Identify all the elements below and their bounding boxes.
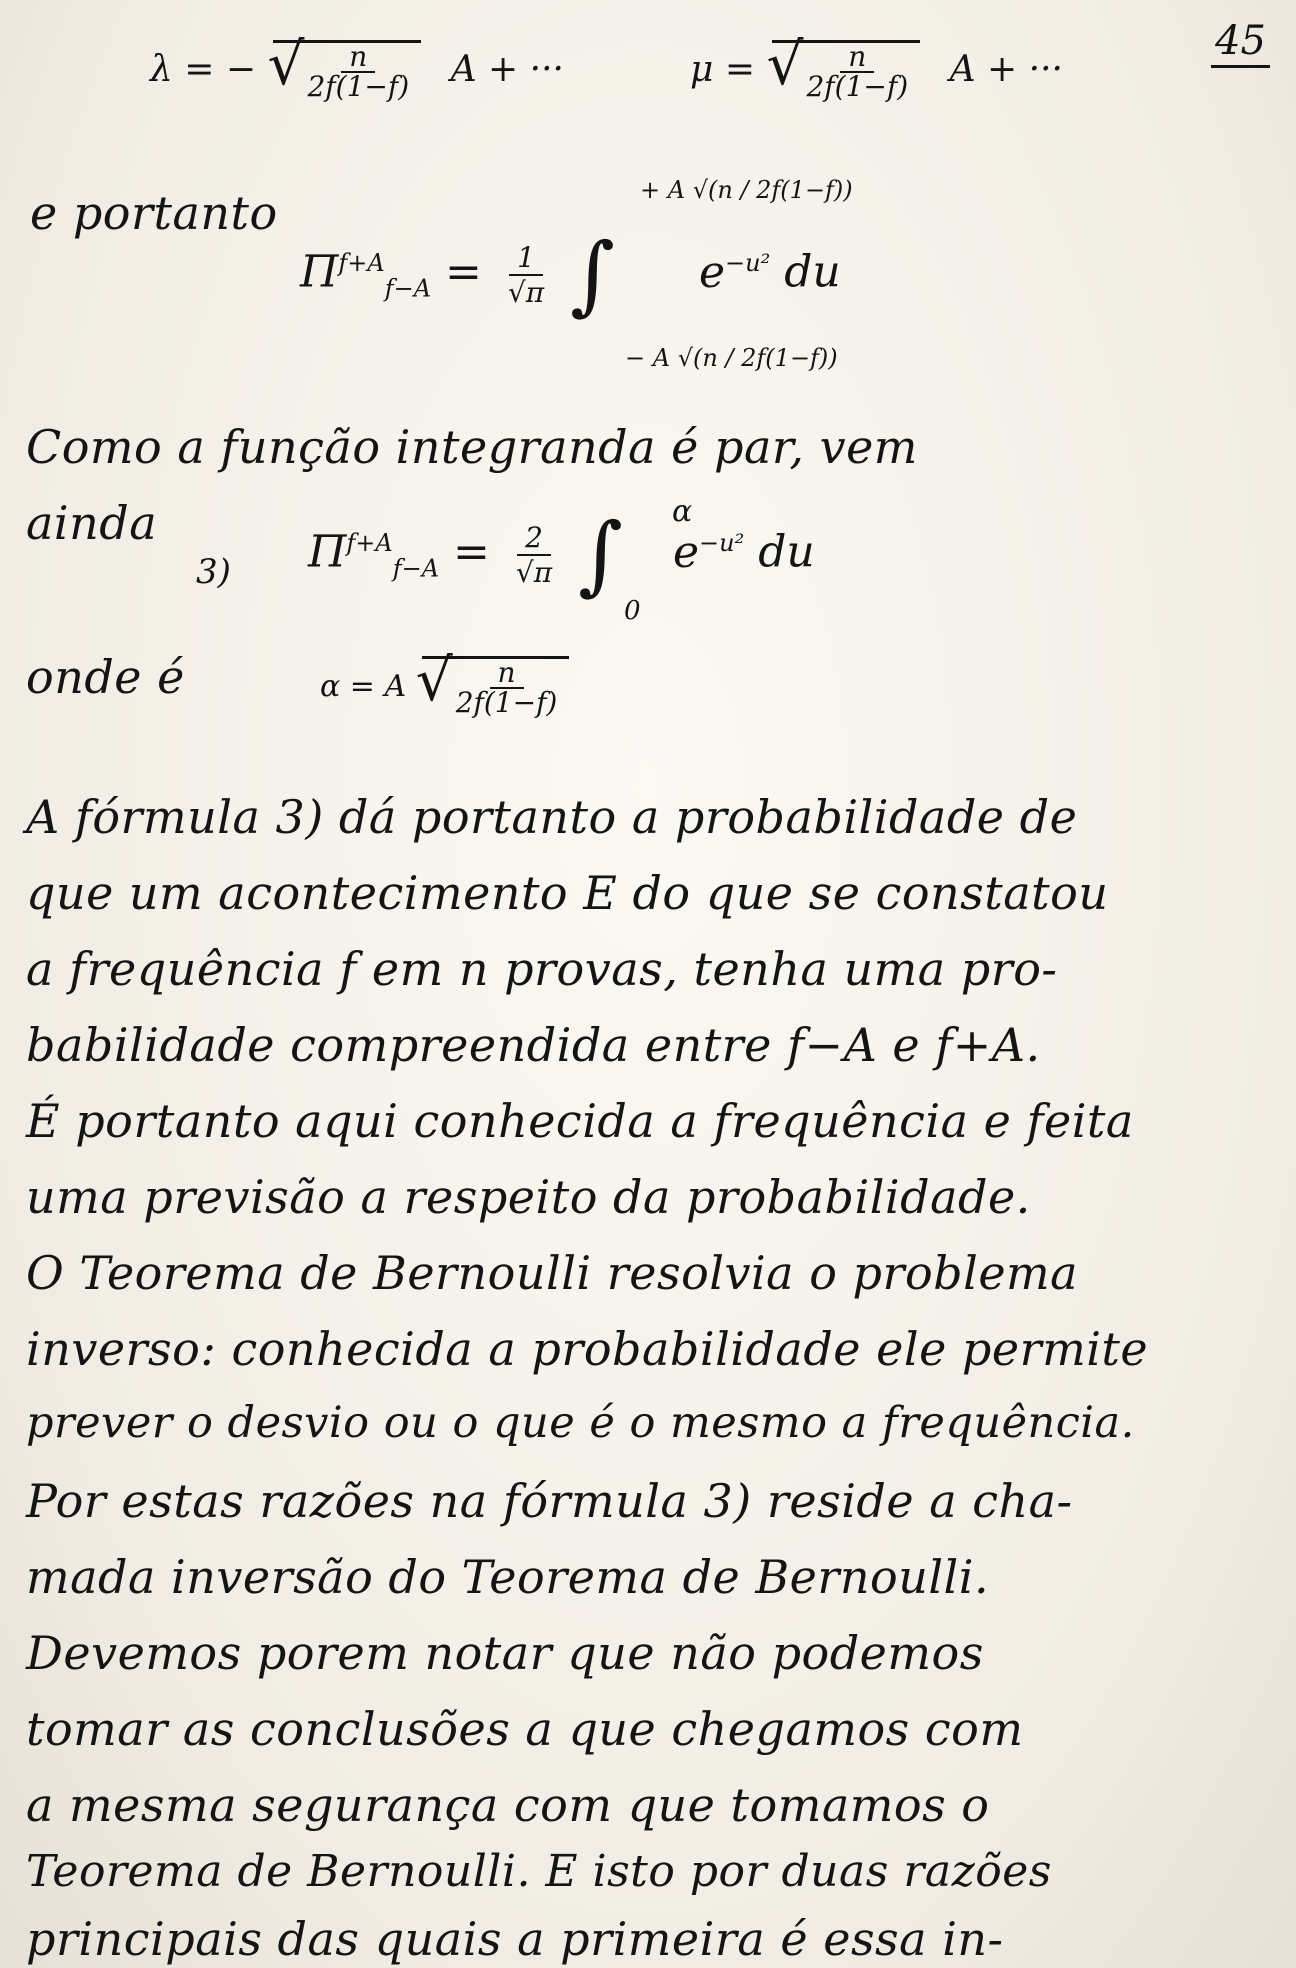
integral2-integrand: e bbox=[672, 526, 700, 578]
mu-sqrt bbox=[772, 40, 920, 101]
integral2-coefficient bbox=[510, 521, 558, 589]
paragraph-line: Teorema de Bernoulli. E isto por duas razões bbox=[26, 1846, 1052, 1897]
paragraph-line: uma previsão a respeito da probabilidade. bbox=[26, 1170, 1031, 1224]
paragraph-line: principais das quais a primeira é essa in- bbox=[26, 1912, 1004, 1966]
alpha-fraction bbox=[450, 656, 564, 719]
integral2-sub: f−A bbox=[392, 554, 440, 583]
alpha-lhs: α = A bbox=[320, 669, 407, 704]
integral1-coef-den: √π bbox=[507, 276, 545, 309]
mu-tail: A + ··· bbox=[949, 49, 1063, 90]
paragraph-line: Por estas razões na fórmula 3) reside a cha- bbox=[26, 1474, 1073, 1528]
lambda-numerator: √ n bbox=[341, 43, 375, 73]
integral2-sup: f+A bbox=[346, 528, 393, 557]
integral2-lower-limit: 0 bbox=[624, 596, 641, 626]
lambda-lhs: λ = − bbox=[150, 49, 257, 90]
paragraph-line: Devemos porem notar que não podemos bbox=[26, 1626, 984, 1680]
text-onde: onde é bbox=[26, 650, 185, 704]
integral1-integrand: e bbox=[698, 246, 726, 298]
lambda-tail: A + ··· bbox=[450, 49, 564, 90]
alpha-definition bbox=[320, 656, 569, 717]
integral1-sign: ∫ bbox=[570, 225, 615, 325]
integral1-equals: = bbox=[445, 246, 482, 298]
integral2-pi: Π bbox=[308, 526, 347, 578]
mu-equation bbox=[690, 40, 1063, 101]
paragraph-line: É portanto aqui conhecida a frequência e feita bbox=[26, 1094, 1134, 1148]
text-ainda: ainda bbox=[26, 496, 158, 550]
integral1-sup: f+A bbox=[338, 248, 385, 277]
integral2-coef-num: 2 bbox=[517, 521, 551, 556]
lambda-sqrt bbox=[273, 40, 421, 101]
lambda-denominator: 2f(1−f) bbox=[307, 70, 410, 103]
alpha-sqrt bbox=[422, 656, 570, 717]
paragraph-line: que um acontecimento E do que se constatou bbox=[26, 866, 1109, 920]
integral2-sign: ∫ bbox=[578, 505, 623, 605]
integral2-coef-den: √π bbox=[515, 556, 553, 589]
mu-numerator: √ n bbox=[840, 43, 874, 73]
integral2 bbox=[308, 505, 815, 605]
lambda-fraction bbox=[301, 40, 415, 103]
paragraph-line: O Teorema de Bernoulli resolvia o problema bbox=[26, 1246, 1079, 1300]
portanto-label: e portanto bbox=[30, 186, 278, 240]
integral2-equals: = bbox=[453, 526, 490, 578]
integral1 bbox=[300, 225, 841, 325]
paragraph-line: tomar as conclusões a que chegamos com bbox=[26, 1702, 1024, 1756]
lambda-equation bbox=[150, 40, 564, 101]
paragraph-line: a frequência f em n provas, tenha uma pro- bbox=[26, 942, 1058, 996]
text-como: Como a função integranda é par, vem bbox=[26, 420, 918, 474]
integral1-coef-num: 1 bbox=[509, 241, 543, 276]
paragraph-line: A fórmula 3) dá portanto a probabilidade de bbox=[26, 790, 1078, 844]
alpha-denominator: 2f(1−f) bbox=[455, 686, 558, 719]
paragraph-line: a mesma segurança com que tomamos o bbox=[26, 1778, 990, 1832]
paragraph-line: inverso: conhecida a probabilidade ele permite bbox=[26, 1322, 1149, 1376]
integral1-coefficient bbox=[502, 241, 550, 309]
page-number: 45 bbox=[1215, 18, 1266, 64]
equation-number-3: 3) bbox=[196, 552, 231, 592]
integral1-lower-limit: − A √(n / 2f(1−f)) bbox=[625, 344, 838, 372]
paragraph-line: babilidade compreendida entre f−A e f+A. bbox=[26, 1018, 1041, 1072]
alpha-numerator: √ n bbox=[490, 659, 524, 689]
paragraph-line: mada inversão do Teorema de Bernoulli. bbox=[26, 1550, 990, 1604]
integral2-differential: du bbox=[758, 526, 815, 578]
mu-lhs: μ = bbox=[690, 49, 756, 90]
integral1-pi: Π bbox=[300, 246, 339, 298]
integral1-sub: f−A bbox=[384, 274, 432, 303]
integral1-differential: du bbox=[784, 246, 841, 298]
mu-fraction bbox=[800, 40, 914, 103]
integral1-exponent: −u² bbox=[725, 248, 771, 277]
integral2-exponent: −u² bbox=[699, 528, 745, 557]
mu-denominator: 2f(1−f) bbox=[806, 70, 909, 103]
integral1-upper-limit: + A √(n / 2f(1−f)) bbox=[640, 176, 853, 204]
integral2-upper-limit: α bbox=[672, 494, 693, 529]
paragraph-line: prever o desvio ou o que é o mesmo a frequência. bbox=[26, 1398, 1135, 1448]
